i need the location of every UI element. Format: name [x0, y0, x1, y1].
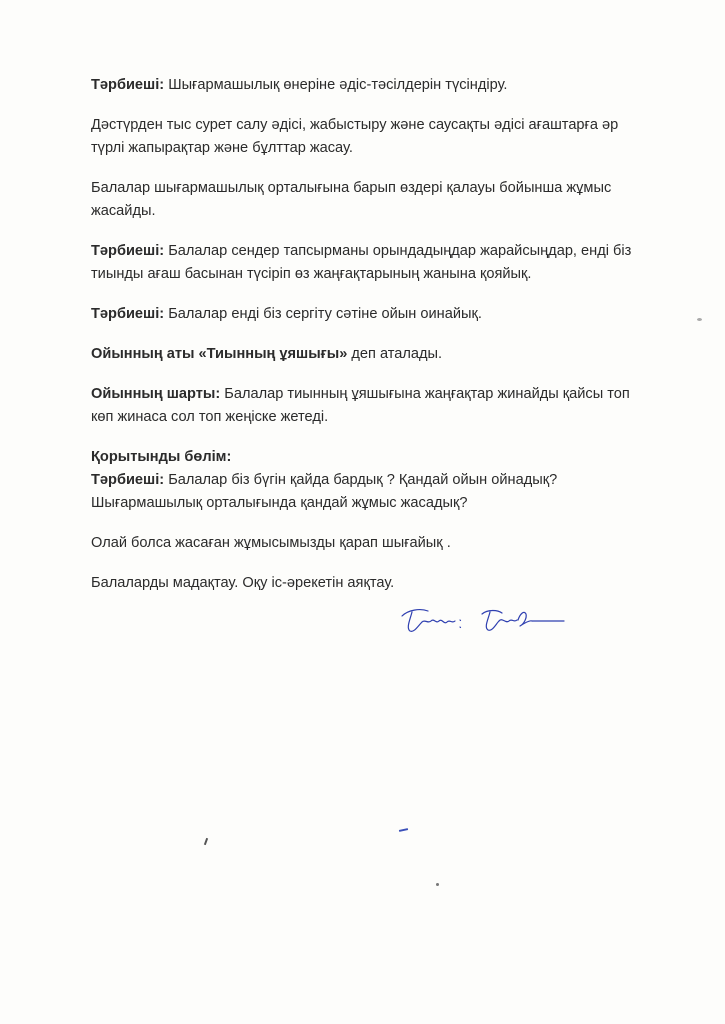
paragraph-4	[91, 240, 651, 286]
paragraph-text: Олай болса жасаған жұмысымызды қарап шығайық .	[91, 535, 451, 551]
scan-speck-mark	[697, 318, 702, 321]
section-heading-conclusion: Қорытынды бөлім:	[91, 449, 232, 465]
paragraph-text: деп аталады.	[347, 346, 443, 362]
paragraph-label: Тәрбиеші:	[91, 243, 165, 259]
paragraph-5	[91, 303, 651, 326]
paragraph-text: Балалар біз бүгін қайда бардық ? Қандай ойын ойнадық? Шығармашылық орталығында қандай жұмыс жасадық?	[91, 472, 558, 511]
paragraph-label: Тәрбиеші:	[91, 306, 165, 322]
paragraph-text: Балалар сендер тапсырманы орындадыңдар жарайсыңдар, енді біз тиынды ағаш басынан түсіріп өз жаңғақтарының жанына қояйық.	[91, 243, 632, 282]
paragraph-3	[91, 177, 651, 223]
paragraph-9	[91, 469, 651, 515]
paragraph-text: Балалар тиынның ұяшығына жаңғақтар жинайды қайсы топ көп жинаса сол топ жеңіске жетеді.	[91, 386, 630, 425]
paragraph-text: Дәстүрден тыс сурет салу әдісі, жабыстыру және саусақты әдісі ағаштарға әр түрлі жапырақтар және бұлттар жасау.	[91, 117, 619, 156]
paragraph-11	[91, 572, 651, 595]
stray-dot-mark	[436, 883, 439, 886]
paragraph-2	[91, 114, 651, 160]
paragraph-text: Балалар шығармашылық орталығына барып өздері қалауы бойынша жұмыс жасайды.	[91, 180, 612, 219]
paragraph-label: Ойынның шарты:	[91, 386, 221, 402]
paragraph-label: Тәрбиеші:	[91, 472, 165, 488]
ink-dash-mark	[399, 828, 408, 832]
paragraph-label: Ойынның аты «Тиынның ұяшығы»	[91, 346, 348, 362]
document-body	[91, 74, 651, 612]
paragraph-1	[91, 74, 651, 97]
paragraph-label: Тәрбиеші:	[91, 77, 165, 93]
stray-comma-mark	[204, 838, 208, 845]
paragraph-text: Балаларды мадақтау. Оқу іс-әрекетін аяқтау.	[91, 575, 395, 591]
handwritten-signature	[398, 602, 568, 636]
paragraph-text: Балалар енді біз сергіту сәтіне ойын оинайық.	[164, 306, 482, 322]
paragraph-text: Шығармашылық өнеріне әдіс-тәсілдерін түсіндіру.	[164, 77, 508, 93]
paragraph-6	[91, 343, 651, 366]
paragraph-10	[91, 532, 651, 555]
paragraph-7	[91, 383, 651, 429]
